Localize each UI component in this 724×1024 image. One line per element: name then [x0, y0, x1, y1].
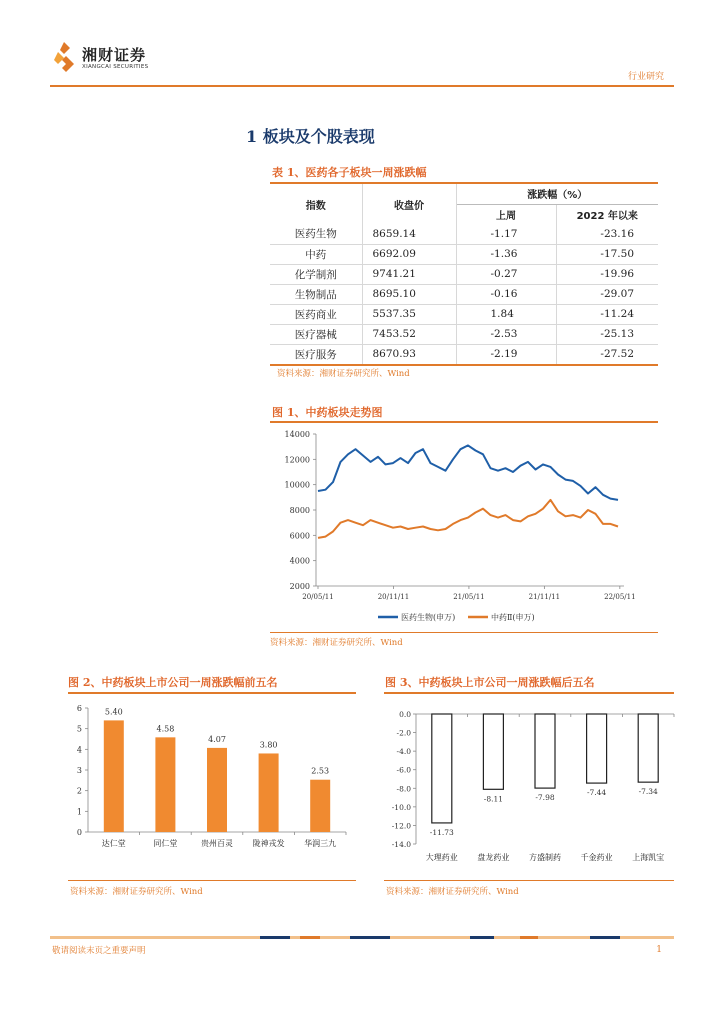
category-label: 上海凯宝 — [632, 853, 665, 862]
y-tick-label: 6 — [76, 704, 82, 713]
table-row — [270, 284, 658, 304]
sector-change-table — [270, 184, 658, 365]
y-tick-label: 6000 — [289, 531, 310, 541]
y-tick-label: -12.0 — [391, 821, 411, 831]
x-tick-label: 20/05/11 — [302, 593, 334, 601]
bar — [587, 714, 607, 783]
header-divider — [50, 85, 674, 87]
header-close: 收盘价 — [362, 184, 456, 224]
y-tick-label: 2 — [76, 786, 82, 796]
legend-label: 中药Ⅱ(申万) — [491, 613, 535, 622]
bar-value-label: 4.07 — [208, 734, 226, 744]
bar — [432, 714, 452, 823]
top5-bar-chart — [56, 696, 356, 878]
bar-value-label: -7.34 — [638, 787, 658, 797]
y-tick-label: -14.0 — [391, 840, 411, 849]
table-row — [270, 224, 658, 244]
company-name-en: XIANGCAI SECURITIES — [82, 64, 149, 70]
legend-label: 医药生物(申万) — [401, 613, 456, 622]
figure3-bottom-rule — [384, 880, 674, 881]
table-title: 表 1、医药各子板块一周涨跌幅 — [272, 166, 427, 179]
row-name: 医药商业 — [270, 304, 362, 324]
figure2-top-rule — [68, 692, 356, 694]
bar — [104, 720, 124, 832]
bar — [483, 714, 503, 789]
bar-value-label: -7.44 — [586, 788, 607, 798]
row-name: 医疗器械 — [270, 324, 362, 344]
x-tick-label: 21/11/11 — [528, 593, 561, 601]
y-tick-label: 5 — [76, 724, 82, 734]
bar-value-label: -11.73 — [429, 827, 454, 837]
y-tick-label: 0 — [76, 828, 82, 837]
row-week: 1.84 — [456, 304, 556, 324]
y-tick-label: 4000 — [289, 556, 310, 566]
row-week: -0.16 — [456, 284, 556, 304]
bar — [207, 748, 227, 832]
bar — [638, 714, 658, 782]
y-tick-label: -6.0 — [396, 765, 411, 775]
row-ytd: -27.52 — [556, 344, 658, 364]
row-ytd: -25.13 — [556, 324, 658, 344]
row-close: 8695.10 — [362, 284, 456, 304]
bar-value-label: 2.53 — [311, 766, 330, 776]
row-ytd: -23.16 — [556, 224, 658, 244]
table-row — [270, 324, 658, 344]
category-label: 陇神戎发 — [252, 839, 285, 848]
row-week: -1.17 — [456, 224, 556, 244]
bar-value-label: -7.98 — [535, 793, 555, 803]
bar-value-label: 5.40 — [104, 707, 123, 717]
row-close: 6692.09 — [362, 244, 456, 264]
y-tick-label: 1 — [76, 807, 82, 817]
table-row — [270, 344, 658, 364]
bar — [535, 714, 555, 788]
y-tick-label: -4.0 — [396, 747, 411, 757]
y-tick-label: -10.0 — [391, 802, 411, 812]
row-close: 9741.21 — [362, 264, 456, 284]
table-row — [270, 304, 658, 324]
row-week: -0.27 — [456, 264, 556, 284]
row-close: 8659.14 — [362, 224, 456, 244]
table-source: 资料来源：湘财证券研究所、Wind — [277, 369, 410, 379]
row-week: -2.19 — [456, 344, 556, 364]
bar-value-label: -8.11 — [483, 794, 504, 804]
company-name: 湘财证券 — [82, 46, 147, 64]
y-tick-label: -2.0 — [396, 728, 411, 738]
disclaimer-note: 敬请阅读末页之重要声明 — [52, 946, 146, 956]
row-name: 医疗服务 — [270, 344, 362, 364]
category-label: 华润三九 — [304, 839, 337, 848]
series-line-1 — [318, 500, 618, 538]
row-name: 化学制剂 — [270, 264, 362, 284]
x-tick-label: 21/05/11 — [453, 593, 485, 601]
figure3-source: 资料来源：湘财证券研究所、Wind — [386, 887, 519, 897]
bar-value-label: 3.80 — [259, 740, 278, 750]
category-label: 盘龙药业 — [477, 853, 510, 862]
category-label: 达仁堂 — [101, 839, 126, 848]
header-change: 涨跌幅（%） — [456, 184, 658, 204]
bar — [310, 780, 330, 832]
figure3-top-rule — [384, 692, 674, 694]
sector-trend-line-chart — [270, 424, 658, 630]
y-tick-label: 14000 — [284, 430, 310, 439]
bar — [259, 753, 279, 832]
page-number: 1 — [656, 945, 662, 955]
category-label: 方盛制药 — [529, 853, 561, 862]
category-label: 贵州百灵 — [201, 839, 233, 848]
report-category: 行业研究 — [627, 72, 664, 82]
x-tick-label: 22/05/11 — [604, 593, 636, 601]
table-row — [270, 264, 658, 284]
row-name: 生物制品 — [270, 284, 362, 304]
figure3-title: 图 3、中药板块上市公司一周涨跌幅后五名 — [385, 676, 595, 689]
row-close: 7453.52 — [362, 324, 456, 344]
bar — [155, 737, 175, 832]
bar-value-label: 4.58 — [156, 724, 175, 734]
row-close: 5537.35 — [362, 304, 456, 324]
figure1-top-rule — [270, 421, 658, 423]
category-label: 千金药业 — [580, 853, 613, 862]
row-ytd: -19.96 — [556, 264, 658, 284]
header-last-week: 上周 — [456, 204, 556, 224]
category-label: 大理药业 — [425, 853, 458, 862]
y-tick-label: 10000 — [284, 480, 310, 490]
footer-divider — [50, 936, 674, 939]
row-ytd: -11.24 — [556, 304, 658, 324]
y-tick-label: 3 — [76, 766, 82, 775]
company-logo-icon — [52, 40, 76, 76]
figure2-bottom-rule — [68, 880, 356, 881]
figure1-title: 图 1、中药板块走势图 — [272, 406, 383, 419]
table-row — [270, 244, 658, 264]
y-tick-label: 0.0 — [399, 710, 411, 719]
x-tick-label: 20/11/11 — [377, 593, 410, 601]
figure2-source: 资料来源：湘财证券研究所、Wind — [70, 887, 203, 897]
category-label: 同仁堂 — [153, 839, 178, 848]
header-index: 指数 — [270, 184, 362, 224]
row-close: 8670.93 — [362, 344, 456, 364]
y-tick-label: 2000 — [289, 582, 310, 591]
y-tick-label: 12000 — [284, 455, 310, 465]
row-name: 医药生物 — [270, 224, 362, 244]
table-bottom-rule — [270, 364, 658, 366]
y-tick-label: -8.0 — [396, 784, 411, 794]
y-tick-label: 8000 — [289, 506, 310, 515]
figure2-title: 图 2、中药板块上市公司一周涨跌幅前五名 — [68, 676, 278, 689]
series-line-0 — [318, 445, 618, 500]
row-ytd: -17.50 — [556, 244, 658, 264]
figure1-source: 资料来源：湘财证券研究所、Wind — [270, 638, 403, 648]
row-ytd: -29.07 — [556, 284, 658, 304]
section-title: 1 板块及个股表现 — [246, 127, 375, 146]
row-week: -2.53 — [456, 324, 556, 344]
header-ytd: 2022 年以来 — [576, 210, 638, 222]
row-name: 中药 — [270, 244, 362, 264]
figure1-bottom-rule — [270, 632, 658, 633]
row-week: -1.36 — [456, 244, 556, 264]
y-tick-label: 4 — [76, 745, 82, 755]
bottom5-bar-chart — [368, 696, 678, 878]
